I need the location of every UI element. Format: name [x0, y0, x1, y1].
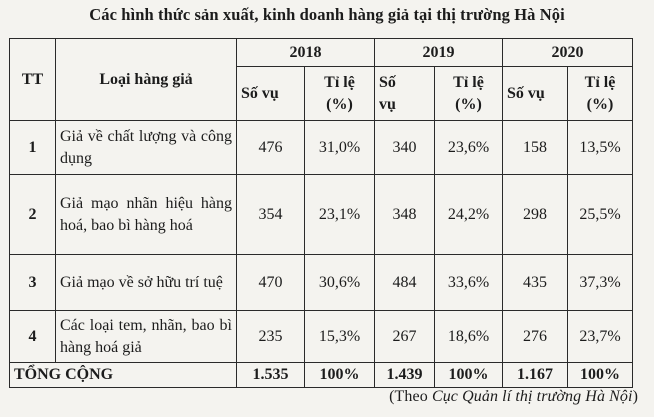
- cell-ratio-2020: 25,5%: [568, 175, 633, 255]
- total-row: [10, 363, 633, 388]
- table-row: [10, 121, 633, 175]
- cell-ratio-2018: 15,3%: [305, 311, 375, 363]
- total-cases-2020: 1.167: [503, 363, 568, 388]
- row-name: Giả mạo về sở hữu trí tuệ: [56, 255, 237, 311]
- cell-ratio-2018: 30,6%: [305, 255, 375, 311]
- cell-cases-2020: 158: [503, 121, 568, 175]
- header-ratio-2019: Tỉ lệ (%): [435, 67, 503, 121]
- row-tt: 4: [10, 311, 56, 363]
- header-year-2020: 2020: [503, 39, 633, 67]
- table-row: [10, 175, 633, 255]
- cell-ratio-2020: 37,3%: [568, 255, 633, 311]
- cell-cases-2018: 476: [237, 121, 305, 175]
- cell-cases-2018: 235: [237, 311, 305, 363]
- cell-ratio-2019: 18,6%: [435, 311, 503, 363]
- cell-cases-2019: 267: [375, 311, 435, 363]
- cell-ratio-2018: 31,0%: [305, 121, 375, 175]
- table-row: [10, 255, 633, 311]
- header-cases-2019: Số vụ: [375, 67, 435, 121]
- total-ratio-2019: 100%: [435, 363, 503, 388]
- table-title: Các hình thức sản xuất, kinh doanh hàng giả tại thị trường Hà Nội: [89, 5, 565, 24]
- header-ratio-2018: Tỉ lệ (%): [305, 67, 375, 121]
- cell-cases-2020: 435: [503, 255, 568, 311]
- total-ratio-2018: 100%: [305, 363, 375, 388]
- cell-ratio-2019: 23,6%: [435, 121, 503, 175]
- cell-ratio-2019: 33,6%: [435, 255, 503, 311]
- header-cases-2018: Số vụ: [237, 67, 305, 121]
- cell-cases-2020: 298: [503, 175, 568, 255]
- header-cases-2020: Số vụ: [503, 67, 568, 121]
- source-name: Cục Quản lí thị trường Hà Nội: [431, 388, 633, 405]
- total-ratio-2020: 100%: [568, 363, 633, 388]
- cell-ratio-2020: 13,5%: [568, 121, 633, 175]
- header-type: Loại hàng giả: [56, 39, 237, 121]
- cell-cases-2019: 348: [375, 175, 435, 255]
- table-row: [10, 311, 633, 363]
- cell-ratio-2020: 23,7%: [568, 311, 633, 363]
- cell-ratio-2018: 23,1%: [305, 175, 375, 255]
- total-label: TỔNG CỘNG: [10, 363, 237, 388]
- header-tt: TT: [10, 39, 56, 121]
- row-tt: 3: [10, 255, 56, 311]
- row-tt: 1: [10, 121, 56, 175]
- total-cases-2018: 1.535: [237, 363, 305, 388]
- header-year-2019: 2019: [375, 39, 503, 67]
- cell-cases-2018: 354: [237, 175, 305, 255]
- row-name: Giả về chất lượng và công dụng: [56, 121, 237, 175]
- cell-cases-2019: 484: [375, 255, 435, 311]
- header-ratio-2020: Tỉ lệ (%): [568, 67, 633, 121]
- total-cases-2019: 1.439: [375, 363, 435, 388]
- source-note: (Theo Cục Quản lí thị trường Hà Nội): [389, 388, 638, 405]
- cell-cases-2019: 340: [375, 121, 435, 175]
- cell-ratio-2019: 24,2%: [435, 175, 503, 255]
- row-tt: 2: [10, 175, 56, 255]
- counterfeit-goods-table: [9, 38, 633, 388]
- row-name: Các loại tem, nhãn, bao bì hàng hoá giả: [56, 311, 237, 363]
- cell-cases-2018: 470: [237, 255, 305, 311]
- header-year-2018: 2018: [237, 39, 375, 67]
- cell-cases-2020: 276: [503, 311, 568, 363]
- row-name: Giả mạo nhãn hiệu hàng hoá, bao bì hàng hoá: [56, 175, 237, 255]
